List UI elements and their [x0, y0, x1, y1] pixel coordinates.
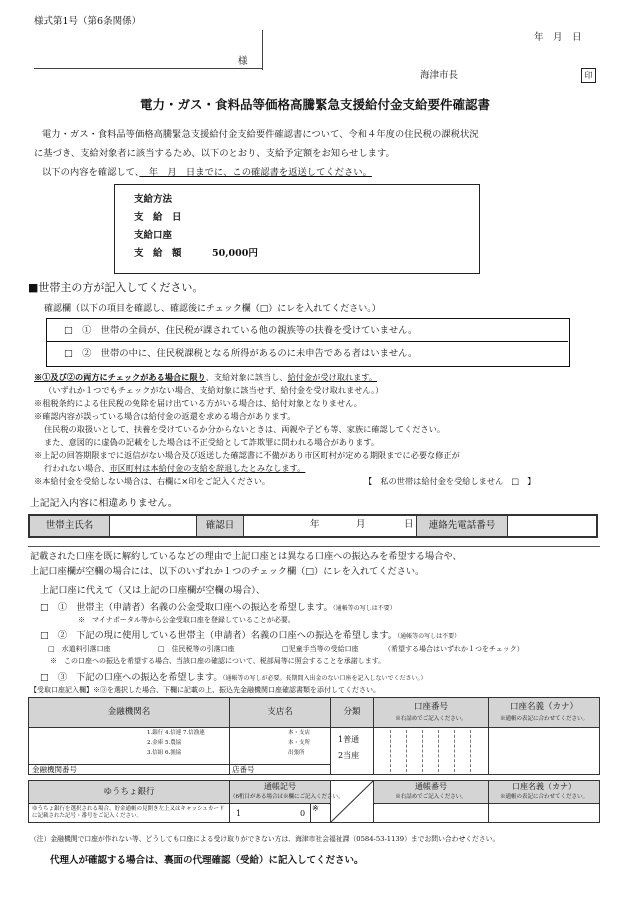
passbook-number-note: ※右詰めでご記入ください。	[395, 794, 467, 800]
digit-divider	[422, 730, 423, 772]
householder-label: 世帯主氏名	[45, 520, 94, 532]
householder-label-cell	[28, 514, 110, 538]
type-header	[330, 697, 374, 728]
branch-code-field[interactable]	[229, 764, 331, 775]
branch-name-field[interactable]	[229, 727, 331, 765]
return-deadline: 年 月 日までに、この確認書を返送してください。	[139, 167, 372, 178]
bank-name-header	[28, 697, 230, 728]
bank-code-label: 金融機関番号	[32, 765, 77, 774]
note-1	[34, 372, 377, 382]
bank-name-header-label: 金融機関名	[107, 707, 151, 718]
yucho-name-field[interactable]	[488, 803, 600, 823]
branch-header-label: 支店名	[267, 707, 293, 718]
confirm-date-label: 確認日	[205, 520, 235, 532]
payment-method-label: 支給方法	[134, 194, 173, 205]
acct-name-header	[488, 697, 600, 728]
bank-types-3: 3.信組 6.漁協	[147, 750, 182, 756]
phone-label-cell	[416, 514, 508, 538]
passbook-number-label: 通帳番号	[415, 782, 447, 791]
confirm-item-2[interactable]: □ ② 世帯の中に、住民税課税となる所得があるのに未申告である者はいません。	[64, 348, 418, 359]
bank-types-2: 2.金庫 5.農協	[147, 740, 182, 746]
option-2-child[interactable]: □児童手当等の受給口座	[282, 645, 359, 653]
option-1-sub: ※ マイナポータル等から公金受取口座を登録していることが必要。	[78, 616, 295, 624]
confirm-month: 月	[356, 519, 366, 530]
acct-name-header-note: ※通帳の表記に合わせてください。	[499, 716, 588, 722]
note-9: ※本給付金を受給しない場合は、右欄に×印をご記入ください。	[34, 476, 271, 486]
footer-note: （注）金融機関で口座が作れない等、どうしても口座による受け取りができない方は、海津市社会福祉課（0584-53-1139）までお問い合わせください。	[30, 835, 500, 843]
yucho-label: ゆうちょ銀行	[103, 786, 155, 797]
phone-label: 連絡先電話番号	[428, 520, 496, 532]
passbook-code-note: （6桁目がある場合は※欄にご記入ください。	[230, 794, 344, 800]
option-1-label: □ ① 世帯主（申請者）名義の公金受取口座への振込を希望します。	[40, 602, 333, 613]
account-type-field[interactable]	[330, 727, 374, 775]
option-2-water[interactable]: □ 水道料引落口座	[48, 645, 111, 653]
account-change-p3: 上記口座に代えて（又は上記の口座欄が空欄の場合）、	[40, 585, 266, 596]
confirm-statement: 上記記入内容に相違ありません。	[30, 498, 178, 509]
seal-box	[581, 68, 596, 83]
type-ordinary[interactable]: 1普通	[338, 735, 360, 744]
passbook-code-divider	[310, 804, 311, 822]
confirm-year: 年	[310, 519, 320, 530]
passbook-code-star: ※	[312, 804, 319, 813]
branch-types-3: 出張所	[288, 750, 305, 756]
note-6: また、意図的に虚偽の記載をした場合は不正受給として詐欺罪に問われる場合があります。	[44, 437, 380, 447]
issuer: 海津市長	[420, 70, 459, 81]
intro-line3	[42, 167, 372, 179]
yucho-diagonal	[330, 780, 374, 823]
bank-form-heading: 【受取口座記入欄】※③を選択した場合、下欄に記載の上、振込先金融機関口座確認書類を添付してください。	[30, 686, 380, 694]
yucho-name-note: ※通帳の表記に合わせてください。	[499, 794, 588, 800]
passbook-number-header	[373, 780, 489, 804]
account-holder-field[interactable]	[488, 727, 600, 775]
payment-date-label: 支 給 日	[134, 212, 182, 223]
phone-field[interactable]	[507, 514, 598, 538]
intro-line3-prefix: 以下の内容を確認して、	[42, 167, 140, 178]
type-header-label: 分類	[343, 707, 361, 718]
option-1-note: （通帳等の写しは不要）	[332, 605, 396, 612]
option-2-sub: ※ この口座への振込を希望する場合、当該口座の確認について、税部局等に照会することを承諾します。	[50, 657, 386, 665]
note-1-mid: 、支給対象に該当し、	[205, 372, 288, 382]
passbook-code-field[interactable]	[229, 803, 331, 823]
note-1-emphasis: ※①及び②の両方にチェックがある場合に限り	[34, 372, 206, 382]
note-8-emphasis: 市区町村は本給付金の支給を辞退したとみなします。	[109, 463, 306, 473]
proxy-note: 代理人が確認する場合は、裏面の代理確認（受給）に記入してください。	[50, 855, 364, 866]
option-2[interactable]	[40, 630, 460, 642]
intro-line1: 電力・ガス・食料品等価格高騰緊急支援給付金支給要件確認書について、令和４年度の住民税の課税状況	[42, 129, 479, 140]
option-2-tax[interactable]: □ 住民税等の引落口座	[158, 645, 235, 653]
confirm-items-divider	[46, 341, 568, 342]
form-id: 様式第1号（第6条関係）	[34, 16, 142, 27]
date-label: 年 月 日	[534, 32, 582, 43]
branch-header	[229, 697, 331, 728]
option-3-note: （通帳等の写しが必要。長期間入出金のない口座を記入しないでください。）	[222, 675, 427, 682]
note-7: ※上記の回答期限までに返信がない場合及び返送した確認書に不備があり市区町村が定める期限までに必要な修正が	[34, 450, 460, 460]
note-1-end: 給付金が受け取れます。	[287, 372, 378, 382]
note-5: 住民税の取扱いとして、扶養を受けているか分からないときは、両親や子ども等、家族に確認してください。	[44, 424, 446, 434]
branch-code-label: 店番号	[232, 765, 255, 774]
payment-amount-label: 支 給 額	[134, 248, 182, 259]
option-3-label: □ ③ 下記の口座への振込を希望します。	[40, 672, 223, 683]
bank-name-field[interactable]	[28, 727, 230, 765]
digit-divider	[438, 730, 439, 772]
passbook-number-field[interactable]	[373, 803, 489, 823]
decline-checkbox[interactable]: 【 私の世帯は給付金を受給しません □ 】	[364, 476, 536, 486]
confirm-date-field[interactable]	[243, 514, 417, 538]
note-8	[44, 463, 305, 473]
account-change-p2: 上記口座欄が空欄の場合には、以下のいずれか１つのチェック欄（□）にレを入れてください。	[30, 566, 425, 577]
payment-account-label: 支給口座	[134, 230, 173, 241]
branch-types-2: 本・支所	[288, 740, 311, 746]
branch-types-1: 本・支店	[288, 730, 311, 736]
confirm-day: 日	[404, 519, 414, 530]
passbook-code-first: 1	[236, 809, 242, 818]
payment-amount-value: 50,000円	[212, 248, 258, 259]
digit-divider	[406, 730, 407, 772]
account-change-p1: 記載された口座を既に解約しているなどの理由で上記口座とは異なる口座への振込みを希望する場合や、	[30, 551, 462, 562]
digit-divider	[390, 730, 391, 772]
acct-name-header-label: 口座名義（カナ）	[509, 702, 578, 712]
passbook-code-last: 0	[300, 809, 306, 818]
acct-no-header	[373, 697, 489, 728]
passbook-code-header	[229, 780, 344, 804]
option-2-note: （通帳等の写しは不要）	[397, 633, 461, 640]
bank-types-1: 1.銀行 4.信連 7.信漁連	[147, 730, 205, 736]
seal: 印	[584, 70, 593, 80]
yucho-instructions-cell	[28, 803, 230, 823]
section-divider	[28, 546, 600, 547]
note-8-start: 行われない場合、	[44, 463, 110, 473]
yucho-name-label: 口座名義（カナ）	[512, 782, 576, 791]
section1-instruction: 確認欄（以下の項目を確認し、確認後にチェック欄（□）にレを入れてください。）	[44, 304, 381, 314]
option-2-label: □ ② 下記の現に使用している世帯主（申請者）名義の口座への振込を希望します。	[40, 630, 398, 641]
digit-divider	[470, 730, 471, 772]
confirm-date-label-cell	[196, 514, 244, 538]
yucho-instructions: ゆうちょ銀行を選択される場合、貯金通帳の見開き左上又はキャッシュカードに記載された記号・番号をご記入ください。	[32, 806, 225, 820]
digit-divider	[454, 730, 455, 772]
yucho-name-header	[488, 780, 600, 804]
type-current[interactable]: 2当座	[338, 751, 360, 760]
addressee-suffix: 様	[238, 56, 248, 67]
addressee-line	[34, 68, 262, 69]
acct-no-header-note: ※右詰めでご記入ください。	[395, 716, 467, 722]
page-title: 電力・ガス・食料品等価格高騰緊急支援給付金支給要件確認書	[139, 97, 490, 112]
note-4: ※確認内容が誤っている場合は給付金の返還を求める場合があります。	[34, 411, 296, 421]
passbook-code-label: 通帳記号	[264, 782, 296, 791]
option-2-hint: （希望する場合はいずれか１つをチェック）	[384, 645, 524, 653]
yucho-header	[28, 780, 230, 804]
addressee-bracket	[262, 30, 263, 70]
acct-no-header-label: 口座番号	[413, 702, 448, 712]
section1-heading: ■世帯主の方が記入してください。	[28, 281, 204, 294]
intro-line2: に基づき、支給対象者に該当するため、以下のとおり、支給予定額をお知らせします。	[34, 148, 395, 159]
account-number-field[interactable]	[373, 727, 489, 775]
note-2: （いずれか１つでもチェックがない場合、支給対象に該当せず、給付金を受け取れません。）	[44, 385, 384, 395]
confirm-item-1[interactable]: □ ① 世帯の全員が、住民税が課されている他の親族等の扶養を受けていません。	[64, 325, 418, 336]
householder-name-field[interactable]	[109, 514, 197, 538]
note-3: ※租税条約による住民税の免除を届け出ている方がいる場合は、給付対象となりません。	[34, 398, 362, 408]
option-1[interactable]	[40, 602, 396, 614]
bank-code-field[interactable]	[28, 764, 230, 775]
option-3[interactable]	[40, 672, 427, 684]
